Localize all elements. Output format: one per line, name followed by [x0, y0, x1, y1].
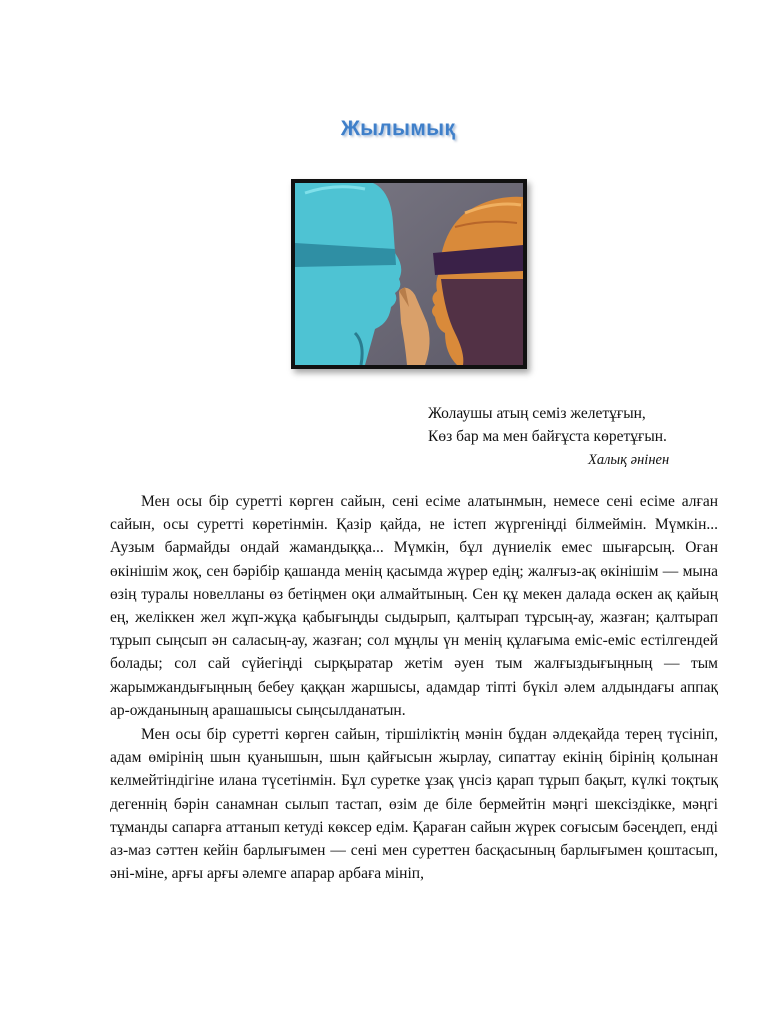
epigraph — [428, 402, 748, 472]
paragraph: Мен осы бір суретті көрген сайын, сені есіме алатынмын, немесе сені есіме алған сайын, осы суретті көретінмін. Қазір қайда, не істеп жүргеніңді білмеймін. Мүмкін... Аузым бармайды ондай жамандыққа... Мүмкін, бұл дүниелік емес шығарсың. Оған өкінішім жоқ, сен бәрібір қашанда менің қасымда жүрер едің; жалғыз-ақ өкінішім — мына өзің туралы новелланы өз бетіңмен оқи алмайтының. Сен құ мекен далада өскен ақ қайың ең, желіккен жел жұп-жұқа қабығыңды сыдырып, қалтырап тұрсың-ау, жазған; қалтырап тұрып сыңсып ән саласың-ау, жазған; сол мұңлы үн менің құлағыма еміс-еміс естілгендей болады; сол сай сүйегіңді сырқыратар жетім әуен тым жалғыздығыңның — тым жарымжандығыңның бебеу қаққан жаршысы, адамдар тіпті бүкіл әлем алдындағы аппақ ар-ожданының арашашысы сыңсылданатын. — [110, 493, 718, 719]
blindfolded-profiles-illustration — [295, 183, 523, 365]
epigraph-line: Жолаушы атың семіз желетұғын, — [428, 405, 646, 422]
paragraph: Мен осы бір суретті көрген сайын, тіршіліктің мәнін бұдан әлдеқайда терең түсініп, адам өмірінің шын қуанышын, шын қайғысын жырлау, сипаттау екінің бірінің қолынан келмейтіндігіне илана түсетінмін. Бұл суретке ұзақ үнсіз қарап тұрып бақыт, күлкі тоқтық дегеннің бәрін санамнан сылып тастап, өзім де біле бермейтін мәңгі шексіздікке, мәңгі тұманды сапарға аттанып кетуді көксер едім. Қараған сайын жүрек соғысым бәсеңдеп, енді аз-маз сәттен кейін барлығымен — сені мен суреттен басқасының барлығымен қоштасып, әні-міне, арғы арғы әлемге апарар арбаға мініп, — [110, 726, 718, 883]
epigraph-source: Халық әнінен — [588, 452, 670, 468]
epigraph-line: Көз бар ма мен байғұста көретұғын. — [428, 428, 667, 445]
body-text — [110, 490, 718, 885]
document-title: Жылымық — [340, 117, 456, 140]
illustration-frame — [291, 179, 527, 369]
